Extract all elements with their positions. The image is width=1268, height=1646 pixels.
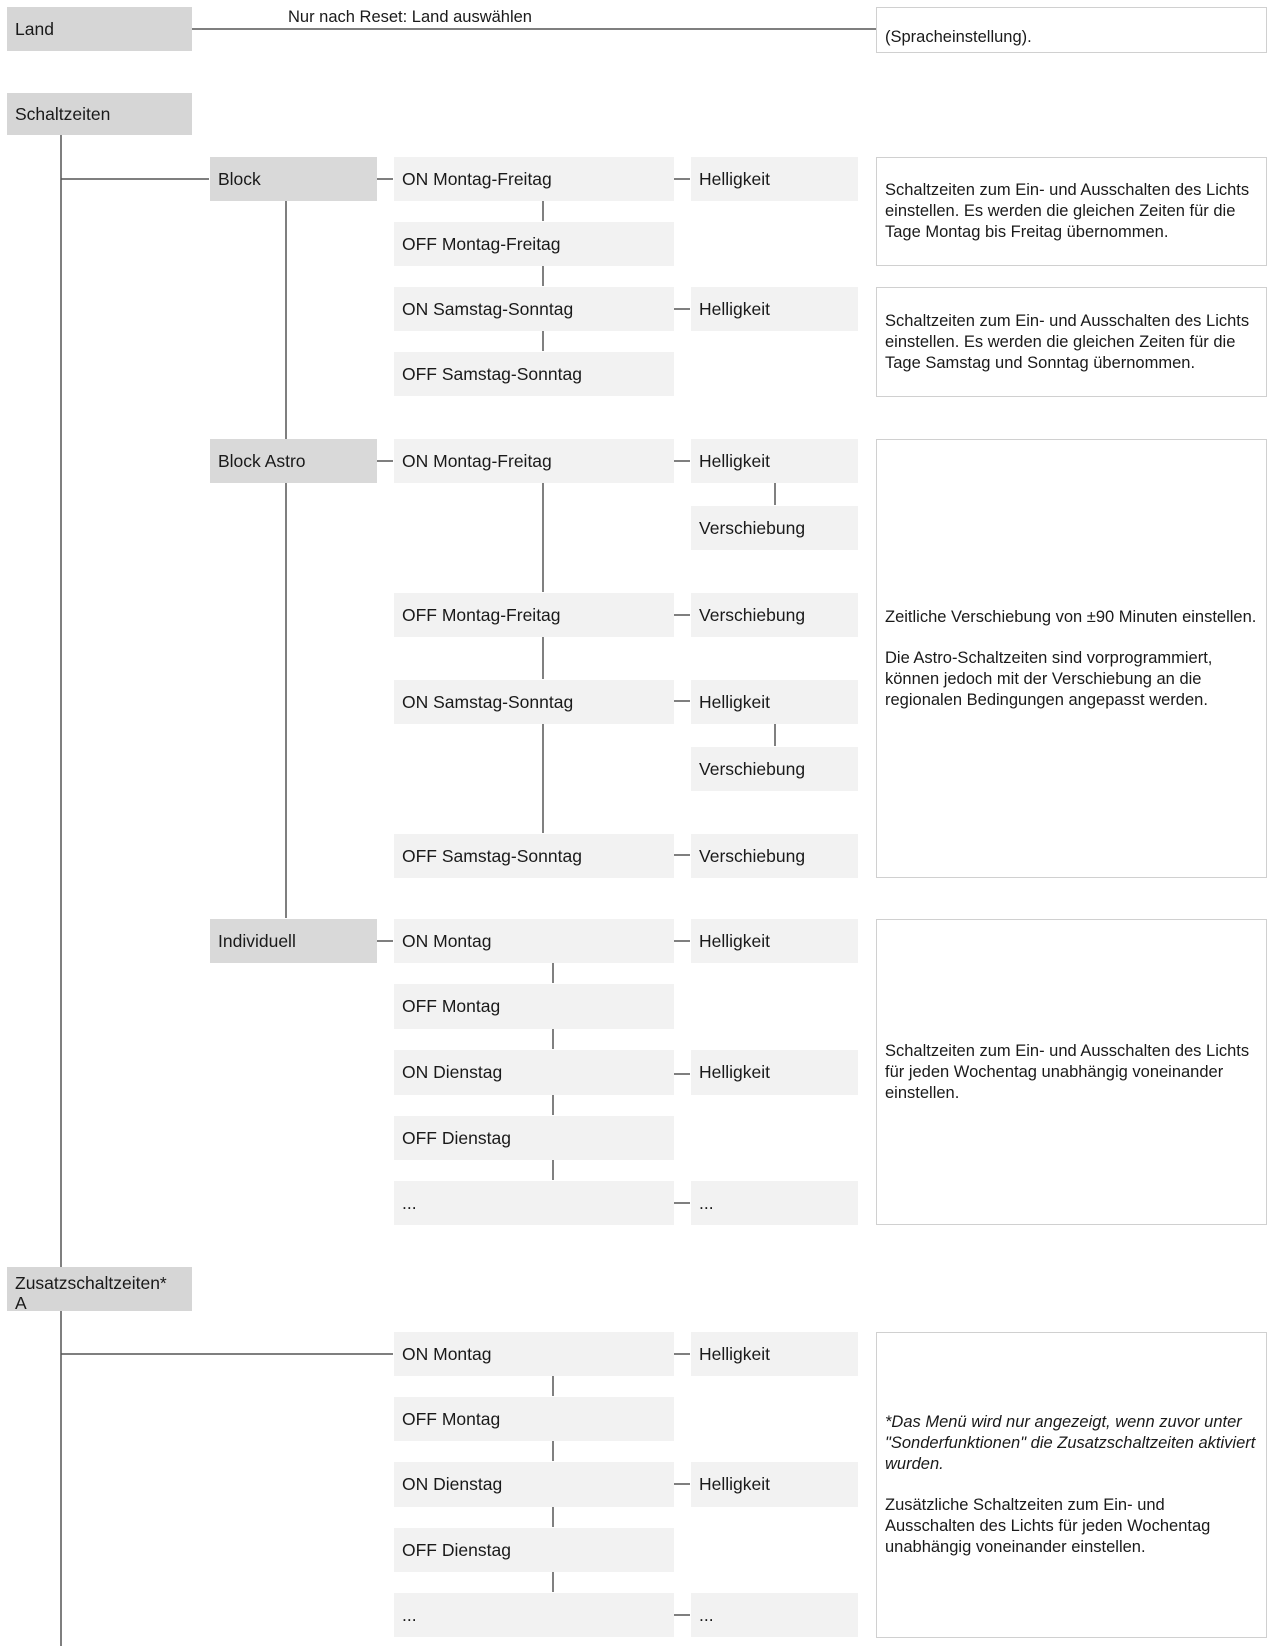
menu-land[interactable] [7,7,192,51]
zusatz-helligkeit-1[interactable] [691,1332,858,1376]
astro-on-mo-fr-label: ON Montag-Freitag [402,450,552,471]
astro-on-sa-so-label: ON Samstag-Sonntag [402,691,574,712]
zusatz-on-di-label: ON Dienstag [402,1474,503,1494]
block-on-sa-so-label: ON Samstag-Sonntag [402,298,574,319]
land-description-text: (Spracheinstellung). [885,28,1032,46]
astro-helligkeit-1[interactable] [691,439,858,483]
astro-off-sa-so[interactable] [394,834,674,878]
block-on-sa-so[interactable] [394,287,674,331]
zusatz-off-mo-label: OFF Montag [402,1408,501,1429]
submenu-block-astro-label: Block Astro [218,450,306,471]
indiv-off-di-label: OFF Dienstag [402,1127,511,1148]
submenu-individuell-label: Individuell [218,930,296,951]
astro-verschiebung-4-label: Verschiebung [699,845,806,866]
indiv-off-di[interactable] [394,1116,674,1160]
indiv-off-mo-label: OFF Montag [402,996,501,1016]
zusatz-description [876,1332,1267,1638]
indiv-helligkeit-1[interactable] [691,919,858,963]
submenu-block[interactable] [210,157,377,201]
astro-description-p2: Die Astro-Schaltzeiten sind vorprogrammiert, können jedoch mit der Verschiebung an die regionalen Bedingungen angepasst werden. [885,648,1213,709]
submenu-individuell[interactable] [210,919,377,963]
astro-off-mo-fr-label: OFF Montag-Freitag [402,604,561,625]
block-description-2-text: Schaltzeiten zum Ein- und Ausschalten des Lichts einstellen. Es werden die gleichen Zeiten für die Tage Samstag und Sonntag übernommen. [885,311,1250,372]
astro-verschiebung-2-label: Verschiebung [699,604,806,625]
astro-description-p1: Zeitliche Verschiebung von ±90 Minuten einstellen. [885,607,1257,626]
indiv-on-di-label: ON Dienstag [402,1062,503,1082]
indiv-on-mo-label: ON Montag [402,930,492,951]
zusatz-on-di[interactable] [394,1462,674,1507]
block-helligkeit-2[interactable] [691,287,858,331]
block-off-mo-fr-label: OFF Montag-Freitag [402,233,561,254]
zusatz-helligkeit-2-label: Helligkeit [699,1474,770,1494]
zusatz-more-opt[interactable] [691,1593,858,1637]
block-off-sa-so[interactable] [394,352,674,396]
menu-schaltzeiten-label: Schaltzeiten [15,103,111,124]
astro-helligkeit-1-label: Helligkeit [699,450,770,471]
zusatz-more-label: ... [402,1604,417,1625]
zusatz-description-p1: *Das Menü wird nur angezeigt, wenn zuvor unter "Sonderfunktionen" die Zusatzschaltzeiten aktiviert wurden. [885,1413,1256,1473]
block-description-1-text: Schaltzeiten zum Ein- und Ausschalten des Lichts einstellen. Es werden die gleichen Zeiten für die Tage Montag bis Freitag übernommen. [885,181,1250,241]
astro-verschiebung-2[interactable] [691,593,858,637]
menu-zusatzschaltzeiten[interactable] [7,1267,192,1311]
menu-zusatzschaltzeiten-label-line2: A [15,1293,27,1313]
astro-description [876,439,1267,878]
indiv-on-mo[interactable] [394,919,674,963]
indiv-helligkeit-1-label: Helligkeit [699,930,770,951]
menu-zusatzschaltzeiten-label: Zusatzschaltzeiten* [15,1273,167,1293]
astro-verschiebung-4[interactable] [691,834,858,878]
zusatz-off-mo[interactable] [394,1397,674,1441]
indiv-more-label: ... [402,1192,417,1213]
astro-verschiebung-1[interactable] [691,506,858,550]
block-on-mo-fr-label: ON Montag-Freitag [402,168,552,189]
indiv-description [876,919,1267,1225]
astro-off-sa-so-label: OFF Samstag-Sonntag [402,845,582,866]
land-description [876,7,1267,53]
astro-on-sa-so[interactable] [394,680,674,724]
indiv-more-opt-label: ... [699,1192,714,1213]
astro-helligkeit-2[interactable] [691,680,858,724]
menu-schaltzeiten[interactable] [7,93,192,135]
block-helligkeit-2-label: Helligkeit [699,298,770,319]
indiv-helligkeit-2[interactable] [691,1050,858,1095]
zusatz-more-opt-label: ... [699,1604,714,1625]
astro-helligkeit-2-label: Helligkeit [699,691,770,712]
zusatz-on-mo-label: ON Montag [402,1343,492,1364]
submenu-block-astro[interactable] [210,439,377,483]
astro-on-mo-fr[interactable] [394,439,674,483]
astro-verschiebung-3[interactable] [691,747,858,791]
indiv-more[interactable] [394,1181,674,1225]
indiv-off-mo[interactable] [394,984,674,1029]
indiv-on-di[interactable] [394,1050,674,1095]
block-on-mo-fr[interactable] [394,157,674,201]
block-description-1 [876,157,1267,266]
block-off-sa-so-label: OFF Samstag-Sonntag [402,363,582,384]
astro-verschiebung-3-label: Verschiebung [699,758,806,779]
block-helligkeit-1[interactable] [691,157,858,201]
zusatz-helligkeit-2[interactable] [691,1462,858,1507]
zusatz-helligkeit-1-label: Helligkeit [699,1343,770,1364]
zusatz-more[interactable] [394,1593,674,1637]
zusatz-off-di-label: OFF Dienstag [402,1539,511,1560]
block-description-2 [876,287,1267,397]
zusatz-on-mo[interactable] [394,1332,674,1376]
indiv-more-opt[interactable] [691,1181,858,1225]
indiv-description-text: Schaltzeiten zum Ein- und Ausschalten des Lichts für jeden Wochentag unabhängig voneinander einstellen. [885,1041,1250,1102]
astro-off-mo-fr[interactable] [394,593,674,637]
block-helligkeit-1-label: Helligkeit [699,168,770,189]
submenu-block-label: Block [218,168,261,189]
astro-verschiebung-1-label: Verschiebung [699,517,806,538]
land-note: Nur nach Reset: Land auswählen [288,8,532,26]
zusatz-off-di[interactable] [394,1528,674,1572]
indiv-helligkeit-2-label: Helligkeit [699,1062,770,1082]
menu-land-label: Land [15,18,54,39]
zusatz-description-p2: Zusätzliche Schaltzeiten zum Ein- und Ausschalten des Lichts für jeden Wochentag unabhängig voneinander einstellen. [885,1496,1211,1556]
block-off-mo-fr[interactable] [394,222,674,266]
